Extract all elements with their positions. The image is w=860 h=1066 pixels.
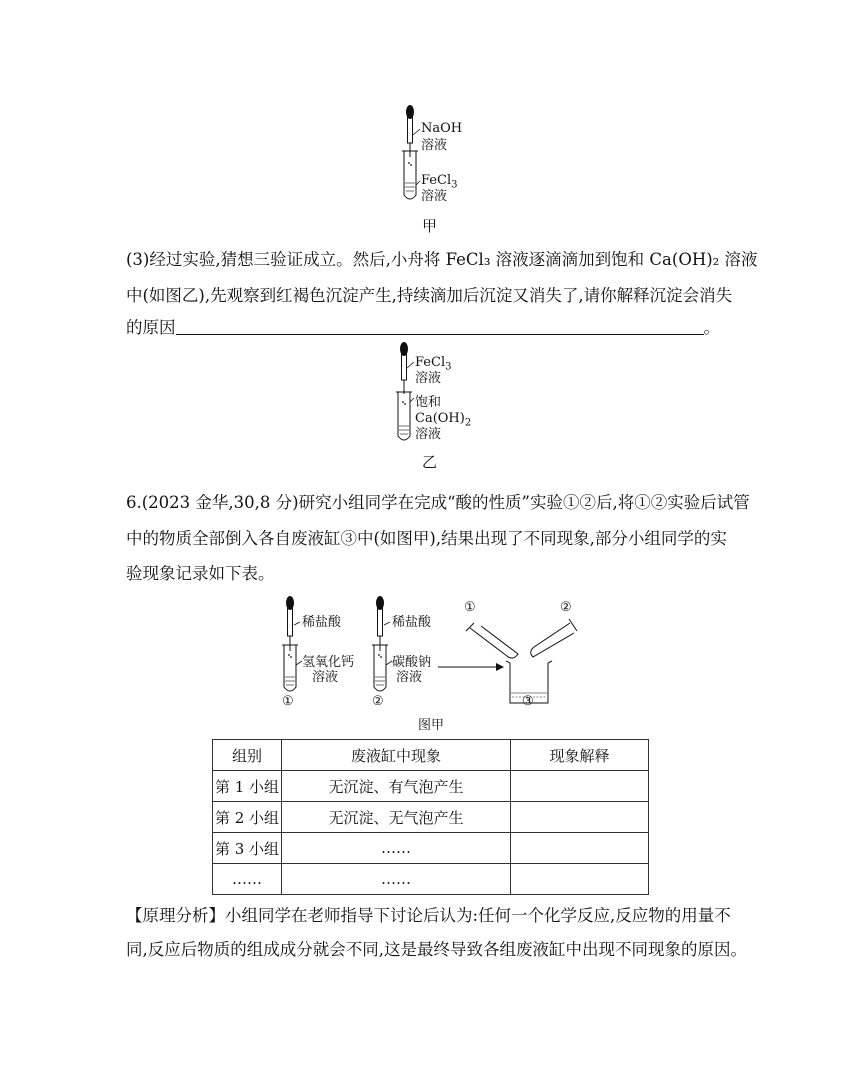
reagent-label-fecl3-solution: 溶液 xyxy=(421,189,448,204)
q6-line-1: 6.(2023 金华,30,8 分)研究小组同学在完成“酸的性质”实验①②后,将①②实验后试管 xyxy=(126,493,750,512)
experiment-record-table xyxy=(212,739,649,895)
table-row xyxy=(213,771,649,802)
figure-caption-yi: 乙 xyxy=(422,453,438,471)
cell-group: 第 2 小组 xyxy=(213,802,282,833)
tube2-number: ② xyxy=(372,694,384,709)
reagent-label-caoh2-solution: 溶液 xyxy=(415,427,442,442)
cell-explanation[interactable] xyxy=(511,864,649,895)
q3-line-3-suffix: 。 xyxy=(703,318,720,337)
header-explanation: 现象解释 xyxy=(511,740,649,771)
figure-caption-tu-jia: 图甲 xyxy=(418,718,445,733)
q3-line-2: 中(如图乙),先观察到红褐色沉淀产生,持续滴加后沉淀又消失了,请你解释沉淀会消失 xyxy=(126,286,733,305)
cell-group: 第 3 小组 xyxy=(213,833,282,864)
reagent-label-naoh: NaOH xyxy=(421,121,463,136)
tube2-label-solution: 溶液 xyxy=(396,670,423,685)
analysis-line-1: 【原理分析】小组同学在老师指导下讨论后认为:任何一个化学反应,反应物的用量不 xyxy=(126,906,731,925)
table-row xyxy=(213,802,649,833)
answer-blank[interactable] xyxy=(176,318,704,335)
cell-group: …… xyxy=(213,864,282,895)
table-row xyxy=(213,833,649,864)
cell-group: 第 1 小组 xyxy=(213,771,282,802)
reagent-label-fecl3: FeCl$_3$ xyxy=(421,173,458,191)
cell-phenomenon: …… xyxy=(282,833,511,864)
cell-phenomenon: 无沉淀、有气泡产生 xyxy=(282,771,511,802)
header-group: 组别 xyxy=(213,740,282,771)
tube2-label-na2co3: 碳酸钠 xyxy=(392,655,432,670)
q3-line-3-prefix: 的原因 xyxy=(126,318,176,337)
reagent-label-naoh-solution: 溶液 xyxy=(421,138,448,153)
reagent-label-fecl3: FeCl$_3$ xyxy=(415,355,452,373)
cell-phenomenon: …… xyxy=(282,864,511,895)
q3-line-1: (3)经过实验,猜想三验证成立。然后,小舟将 FeCl₃ 溶液逐滴滴加到饱和 Ca(OH)₂ 溶液 xyxy=(126,250,758,269)
reagent-label-saturated: 饱和 xyxy=(415,395,442,410)
cell-explanation[interactable] xyxy=(511,802,649,833)
tube1-label-solution: 溶液 xyxy=(312,670,339,685)
cell-phenomenon: 无沉淀、无气泡产生 xyxy=(282,802,511,833)
tilted-tube2-number: ② xyxy=(560,600,572,615)
table-row xyxy=(213,864,649,895)
table-header-row xyxy=(213,740,649,771)
cell-explanation[interactable] xyxy=(511,771,649,802)
q6-line-3: 验现象记录如下表。 xyxy=(126,564,275,583)
reagent-label-fecl3-solution: 溶液 xyxy=(415,371,442,386)
q6-line-2: 中的物质全部倒入各自废液缸③中(如图甲),结果出现了不同现象,部分小组同学的实 xyxy=(126,529,727,548)
beaker-number: ③ xyxy=(522,694,534,709)
q3-line-3 xyxy=(126,318,720,338)
tilted-tube1-number: ① xyxy=(464,600,476,615)
cell-explanation[interactable] xyxy=(511,833,649,864)
analysis-line-2: 同,反应后物质的组成成分就会不同,这是最终导致各组废液缸中出现不同现象的原因。 xyxy=(126,940,747,959)
tube1-number: ① xyxy=(282,694,294,709)
header-phenomenon: 废液缸中现象 xyxy=(282,740,511,771)
reagent-label-caoh2: $Ca(OH)_2$ xyxy=(415,411,472,429)
tube1-label-caoh2: 氢氧化钙 xyxy=(302,655,355,670)
figure-caption-jia: 甲 xyxy=(422,217,438,235)
tube1-label-hcl: 稀盐酸 xyxy=(302,615,342,630)
tube2-label-hcl: 稀盐酸 xyxy=(392,615,432,630)
